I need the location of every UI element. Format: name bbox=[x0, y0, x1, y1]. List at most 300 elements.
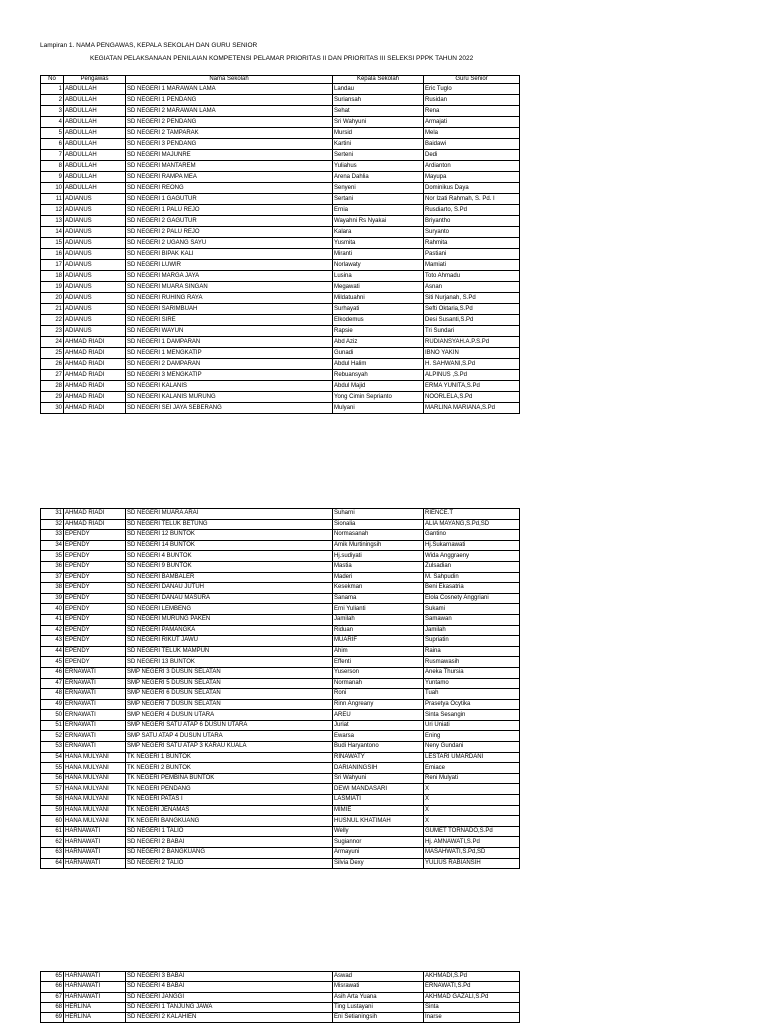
cell-guru-senior: Pastiani bbox=[424, 249, 520, 260]
cell-nama-sekolah: SD NEGERI DANAU MASURA bbox=[126, 593, 333, 604]
cell-no: 48 bbox=[41, 689, 64, 700]
cell-nama-sekolah: SD NEGERI MARGA JAYA bbox=[126, 271, 333, 282]
cell-no: 31 bbox=[41, 509, 64, 520]
table-row bbox=[41, 848, 520, 859]
cell-no: 25 bbox=[41, 348, 64, 359]
cell-kepala-sekolah: Erni Yulianti bbox=[333, 604, 424, 615]
cell-nama-sekolah: SD NEGERI BAMBALER bbox=[126, 572, 333, 583]
cell-nama-sekolah: SD NEGERI 1 PALU REJO bbox=[126, 205, 333, 216]
cell-pengawas: HARNAWATI bbox=[64, 858, 126, 869]
table-row bbox=[41, 752, 520, 763]
cell-no: 39 bbox=[41, 593, 64, 604]
cell-guru-senior: Raina bbox=[424, 646, 520, 657]
table-row bbox=[41, 678, 520, 689]
cell-kepala-sekolah: Rapsie bbox=[333, 326, 424, 337]
cell-kepala-sekolah: Normasanah bbox=[333, 530, 424, 541]
cell-kepala-sekolah: Ewarsa bbox=[333, 731, 424, 742]
column-header-guru-senior: Guru Senior bbox=[424, 76, 520, 84]
table-row bbox=[41, 117, 520, 128]
cell-guru-senior: Baidawi bbox=[424, 139, 520, 150]
cell-kepala-sekolah: DEWI MANDASARI bbox=[333, 784, 424, 795]
cell-guru-senior: MASAHWATI,S.Pd,SD bbox=[424, 848, 520, 859]
cell-guru-senior: AKHMADI,S.Pd bbox=[424, 972, 520, 982]
cell-no: 20 bbox=[41, 293, 64, 304]
cell-pengawas: AHMAD RIADI bbox=[64, 337, 126, 348]
cell-pengawas: HARNAWATI bbox=[64, 848, 126, 859]
cell-pengawas: HARNAWATI bbox=[64, 826, 126, 837]
cell-nama-sekolah: SD NEGERI PAMANGKA bbox=[126, 625, 333, 636]
table-row bbox=[41, 720, 520, 731]
cell-kepala-sekolah: Gunadi bbox=[333, 348, 424, 359]
cell-pengawas: ADIANUS bbox=[64, 282, 126, 293]
cell-no: 51 bbox=[41, 720, 64, 731]
cell-guru-senior: Elola Cosnety Anggriani bbox=[424, 593, 520, 604]
cell-kepala-sekolah: Suriansah bbox=[333, 95, 424, 106]
cell-no: 69 bbox=[41, 1013, 64, 1023]
cell-kepala-sekolah: DARIANINGSIH bbox=[333, 763, 424, 774]
cell-guru-senior: Sinta bbox=[424, 1002, 520, 1012]
cell-kepala-sekolah: Sanama bbox=[333, 593, 424, 604]
table-row bbox=[41, 216, 520, 227]
cell-kepala-sekolah: Abdul Halim bbox=[333, 359, 424, 370]
cell-pengawas: HANA MULYANI bbox=[64, 795, 126, 806]
cell-kepala-sekolah: Maderi bbox=[333, 572, 424, 583]
cell-kepala-sekolah: Kesekman bbox=[333, 583, 424, 594]
cell-guru-senior: Rusdiarto, S.Pd bbox=[424, 205, 520, 216]
cell-guru-senior: Rusmawasih bbox=[424, 657, 520, 668]
table-row bbox=[41, 816, 520, 827]
table-row bbox=[41, 150, 520, 161]
table-row bbox=[41, 249, 520, 260]
cell-nama-sekolah: SMP NEGERI 3 DUSUN SELATAN bbox=[126, 667, 333, 678]
cell-kepala-sekolah: Norlawaty bbox=[333, 260, 424, 271]
cell-nama-sekolah: SD NEGERI 2 KALAHIEN bbox=[126, 1013, 333, 1023]
cell-kepala-sekolah: Surhayati bbox=[333, 304, 424, 315]
column-header-no: No bbox=[41, 76, 64, 84]
cell-pengawas: HANA MULYANI bbox=[64, 752, 126, 763]
cell-pengawas: HANA MULYANI bbox=[64, 773, 126, 784]
column-header-kepala-sekolah: Kepala Sekolah bbox=[333, 76, 424, 84]
cell-guru-senior: Rahmita bbox=[424, 238, 520, 249]
cell-pengawas: EPENDY bbox=[64, 572, 126, 583]
cell-no: 46 bbox=[41, 667, 64, 678]
cell-kepala-sekolah: Welly bbox=[333, 826, 424, 837]
cell-guru-senior: Gantino bbox=[424, 530, 520, 541]
cell-guru-senior: Asnan bbox=[424, 282, 520, 293]
table-row bbox=[41, 337, 520, 348]
cell-kepala-sekolah: Hj.sudiyati bbox=[333, 551, 424, 562]
cell-pengawas: ABDULLAH bbox=[64, 128, 126, 139]
cell-guru-senior: Dominikus Daya bbox=[424, 183, 520, 194]
cell-guru-senior: Armajati bbox=[424, 117, 520, 128]
cell-pengawas: AHMAD RIADI bbox=[64, 509, 126, 520]
cell-kepala-sekolah: MIMIE bbox=[333, 805, 424, 816]
cell-no: 36 bbox=[41, 561, 64, 572]
cell-guru-senior: LESTARI UMARDANI bbox=[424, 752, 520, 763]
cell-kepala-sekolah: Rebuansyah bbox=[333, 370, 424, 381]
cell-pengawas: EPENDY bbox=[64, 551, 126, 562]
table-row bbox=[41, 540, 520, 551]
cell-kepala-sekolah: Ernia bbox=[333, 205, 424, 216]
cell-kepala-sekolah: Arena Dahlia bbox=[333, 172, 424, 183]
cell-nama-sekolah: SD NEGERI MURUNG PAKEN bbox=[126, 614, 333, 625]
cell-nama-sekolah: SD NEGERI 3 PENDANG bbox=[126, 139, 333, 150]
cell-nama-sekolah: SMP NEGERI 7 DUSUN SELATAN bbox=[126, 699, 333, 710]
cell-pengawas: HARNAWATI bbox=[64, 992, 126, 1002]
cell-nama-sekolah: SD NEGERI DANAU JUTUH bbox=[126, 583, 333, 594]
cell-kepala-sekolah: Juriat bbox=[333, 720, 424, 731]
cell-guru-senior: GUMET TORNADO,S.Pd bbox=[424, 826, 520, 837]
table-row bbox=[41, 837, 520, 848]
cell-kepala-sekolah: Senyeni bbox=[333, 183, 424, 194]
table-row bbox=[41, 194, 520, 205]
cell-pengawas: ADIANUS bbox=[64, 194, 126, 205]
table-row bbox=[41, 1002, 520, 1012]
cell-no: 14 bbox=[41, 227, 64, 238]
cell-no: 38 bbox=[41, 583, 64, 594]
cell-pengawas: ERNAWATI bbox=[64, 678, 126, 689]
cell-pengawas: ABDULLAH bbox=[64, 95, 126, 106]
cell-pengawas: ERNAWATI bbox=[64, 689, 126, 700]
table-row bbox=[41, 699, 520, 710]
cell-no: 21 bbox=[41, 304, 64, 315]
table-row bbox=[41, 293, 520, 304]
cell-guru-senior: Briyantho bbox=[424, 216, 520, 227]
cell-no: 22 bbox=[41, 315, 64, 326]
cell-guru-senior: Siti Nurjanah, S.Pd bbox=[424, 293, 520, 304]
cell-no: 59 bbox=[41, 805, 64, 816]
cell-pengawas: ADIANUS bbox=[64, 271, 126, 282]
table-row bbox=[41, 982, 520, 992]
cell-pengawas: ABDULLAH bbox=[64, 117, 126, 128]
cell-nama-sekolah: TK NEGERI JENAMAS bbox=[126, 805, 333, 816]
cell-nama-sekolah: SD NEGERI 9 BUNTOK bbox=[126, 561, 333, 572]
cell-nama-sekolah: SD NEGERI 2 BABAI bbox=[126, 837, 333, 848]
cell-kepala-sekolah: Normanah bbox=[333, 678, 424, 689]
cell-guru-senior: Suryanto bbox=[424, 227, 520, 238]
cell-no: 19 bbox=[41, 282, 64, 293]
cell-pengawas: ADIANUS bbox=[64, 216, 126, 227]
cell-kepala-sekolah: Riduan bbox=[333, 625, 424, 636]
cell-nama-sekolah: SD NEGERI KALANIS MURUNG bbox=[126, 392, 333, 403]
cell-nama-sekolah: SD NEGERI MUARA ARAI bbox=[126, 509, 333, 520]
cell-no: 34 bbox=[41, 540, 64, 551]
cell-pengawas: EPENDY bbox=[64, 583, 126, 594]
table-row bbox=[41, 95, 520, 106]
cell-pengawas: AHMAD RIADI bbox=[64, 370, 126, 381]
cell-no: 54 bbox=[41, 752, 64, 763]
table-row bbox=[41, 604, 520, 615]
cell-kepala-sekolah: Sugiannor bbox=[333, 837, 424, 848]
cell-no: 63 bbox=[41, 848, 64, 859]
cell-no: 6 bbox=[41, 139, 64, 150]
cell-guru-senior: Sefti Oktaria,S.Pd bbox=[424, 304, 520, 315]
cell-guru-senior: Ardianton bbox=[424, 161, 520, 172]
cell-nama-sekolah: SD NEGERI 2 UGANG SAYU bbox=[126, 238, 333, 249]
cell-nama-sekolah: SD NEGERI 3 BABAI bbox=[126, 972, 333, 982]
cell-no: 8 bbox=[41, 161, 64, 172]
cell-guru-senior: IBNO YAKIN bbox=[424, 348, 520, 359]
cell-pengawas: ADIANUS bbox=[64, 205, 126, 216]
cell-no: 45 bbox=[41, 657, 64, 668]
cell-guru-senior: Tri Sundari bbox=[424, 326, 520, 337]
cell-nama-sekolah: SD NEGERI SIRE bbox=[126, 315, 333, 326]
table-row bbox=[41, 805, 520, 816]
cell-guru-senior: NOORLELA,S.Pd bbox=[424, 392, 520, 403]
cell-pengawas: ERNAWATI bbox=[64, 731, 126, 742]
cell-no: 67 bbox=[41, 992, 64, 1002]
cell-kepala-sekolah: Sionalia bbox=[333, 519, 424, 530]
table-row bbox=[41, 392, 520, 403]
cell-guru-senior: Desi Susanti,S.Pd bbox=[424, 315, 520, 326]
cell-no: 49 bbox=[41, 699, 64, 710]
cell-nama-sekolah: SD NEGERI 2 MARAWAN LAMA bbox=[126, 106, 333, 117]
cell-no: 13 bbox=[41, 216, 64, 227]
cell-guru-senior: ALIA MAYANG,S.Pd,SD bbox=[424, 519, 520, 530]
cell-guru-senior: Dedi bbox=[424, 150, 520, 161]
cell-guru-senior: RUDIANSYAH.A.P.S.Pd bbox=[424, 337, 520, 348]
table-row bbox=[41, 326, 520, 337]
cell-no: 61 bbox=[41, 826, 64, 837]
cell-guru-senior: Beni Ekasatria bbox=[424, 583, 520, 594]
cell-kepala-sekolah: HUSNUL KHATIMAH bbox=[333, 816, 424, 827]
cell-pengawas: HANA MULYANI bbox=[64, 784, 126, 795]
cell-pengawas: EPENDY bbox=[64, 636, 126, 647]
cell-nama-sekolah: SD NEGERI MANTAREM bbox=[126, 161, 333, 172]
cell-nama-sekolah: SD NEGERI 2 BANGKUANG bbox=[126, 848, 333, 859]
cell-guru-senior: Rusidan bbox=[424, 95, 520, 106]
table-row bbox=[41, 227, 520, 238]
cell-nama-sekolah: TK NEGERI PATAS I bbox=[126, 795, 333, 806]
cell-nama-sekolah: SD NEGERI 2 TALIO bbox=[126, 858, 333, 869]
cell-nama-sekolah: SD NEGERI MAJUNRE bbox=[126, 150, 333, 161]
cell-nama-sekolah: SD NEGERI 3 MENGKATIP bbox=[126, 370, 333, 381]
cell-kepala-sekolah: Miranti bbox=[333, 249, 424, 260]
document-title: Lampiran 1. NAMA PENGAWAS, KEPALA SEKOLAH DAN GURU SENIOR bbox=[40, 42, 258, 49]
cell-nama-sekolah: SMP NEGERI 4 DUSUN UTARA bbox=[126, 710, 333, 721]
cell-pengawas: AHMAD RIADI bbox=[64, 359, 126, 370]
cell-no: 65 bbox=[41, 972, 64, 982]
cell-nama-sekolah: TK NEGERI 1 BUNTOK bbox=[126, 752, 333, 763]
cell-kepala-sekolah: Aswad bbox=[333, 972, 424, 982]
cell-nama-sekolah: SD NEGERI 2 PALU REJO bbox=[126, 227, 333, 238]
table-row bbox=[41, 238, 520, 249]
table-row bbox=[41, 304, 520, 315]
cell-kepala-sekolah: Yuserson bbox=[333, 667, 424, 678]
cell-nama-sekolah: SD NEGERI TELUK MAMPUN bbox=[126, 646, 333, 657]
cell-no: 44 bbox=[41, 646, 64, 657]
cell-guru-senior: Eric Tuglo bbox=[424, 84, 520, 95]
cell-no: 68 bbox=[41, 1002, 64, 1012]
cell-nama-sekolah: SD NEGERI 1 TALIO bbox=[126, 826, 333, 837]
cell-no: 9 bbox=[41, 172, 64, 183]
cell-kepala-sekolah: LASMIATI bbox=[333, 795, 424, 806]
cell-pengawas: EPENDY bbox=[64, 604, 126, 615]
table-row bbox=[41, 710, 520, 721]
cell-pengawas: HARNAWATI bbox=[64, 972, 126, 982]
table-row bbox=[41, 282, 520, 293]
table-row bbox=[41, 992, 520, 1002]
cell-guru-senior: Toto Ahmadu bbox=[424, 271, 520, 282]
cell-nama-sekolah: SD NEGERI 2 PENDANG bbox=[126, 117, 333, 128]
cell-pengawas: ABDULLAH bbox=[64, 183, 126, 194]
cell-nama-sekolah: SD NEGERI JANGGI bbox=[126, 992, 333, 1002]
cell-no: 33 bbox=[41, 530, 64, 541]
cell-guru-senior: Prasetya Ocytika bbox=[424, 699, 520, 710]
cell-pengawas: ABDULLAH bbox=[64, 139, 126, 150]
cell-pengawas: ADIANUS bbox=[64, 293, 126, 304]
cell-nama-sekolah: SD NEGERI TELUK BETUNG bbox=[126, 519, 333, 530]
cell-no: 17 bbox=[41, 260, 64, 271]
cell-guru-senior: Emiace bbox=[424, 763, 520, 774]
cell-pengawas: ADIANUS bbox=[64, 315, 126, 326]
cell-kepala-sekolah: Suharni bbox=[333, 509, 424, 520]
table-page-2 bbox=[40, 508, 520, 869]
cell-pengawas: HANA MULYANI bbox=[64, 805, 126, 816]
table-row bbox=[41, 161, 520, 172]
cell-nama-sekolah: SD NEGERI WAYUN bbox=[126, 326, 333, 337]
cell-no: 37 bbox=[41, 572, 64, 583]
cell-pengawas: ADIANUS bbox=[64, 227, 126, 238]
cell-no: 32 bbox=[41, 519, 64, 530]
cell-nama-sekolah: SD NEGERI 13 BUNTOK bbox=[126, 657, 333, 668]
cell-guru-senior: Neny Gundani bbox=[424, 742, 520, 753]
table-page-1 bbox=[40, 75, 520, 414]
cell-kepala-sekolah: Budi Haryantono bbox=[333, 742, 424, 753]
cell-kepala-sekolah: Kalara bbox=[333, 227, 424, 238]
table-row bbox=[41, 205, 520, 216]
cell-guru-senior: Aneka Thursia bbox=[424, 667, 520, 678]
table-row bbox=[41, 315, 520, 326]
cell-nama-sekolah: SD NEGERI 2 TAMPARAK bbox=[126, 128, 333, 139]
table-row bbox=[41, 689, 520, 700]
cell-nama-sekolah: SMP NEGERI SATU ATAP 6 DUSUN UTARA bbox=[126, 720, 333, 731]
cell-no: 62 bbox=[41, 837, 64, 848]
cell-pengawas: ERNAWATI bbox=[64, 742, 126, 753]
table-row bbox=[41, 128, 520, 139]
cell-pengawas: ERNAWATI bbox=[64, 710, 126, 721]
cell-kepala-sekolah: Serteni bbox=[333, 150, 424, 161]
table-row bbox=[41, 784, 520, 795]
cell-guru-senior: Hj. AMNAWATI,S.Pd bbox=[424, 837, 520, 848]
cell-guru-senior: Hj.Sukarnawati bbox=[424, 540, 520, 551]
cell-guru-senior: X bbox=[424, 805, 520, 816]
table-row bbox=[41, 403, 520, 414]
table-row bbox=[41, 795, 520, 806]
cell-guru-senior: ALPINUS ,S.Pd bbox=[424, 370, 520, 381]
cell-kepala-sekolah: Eni Setianingsih bbox=[333, 1013, 424, 1023]
cell-nama-sekolah: SD NEGERI 2 DAMPARAN bbox=[126, 359, 333, 370]
cell-no: 12 bbox=[41, 205, 64, 216]
cell-pengawas: ERNAWATI bbox=[64, 720, 126, 731]
cell-nama-sekolah: SD NEGERI 2 GAGUTUR bbox=[126, 216, 333, 227]
cell-kepala-sekolah: Wayahni Rs Nyakai bbox=[333, 216, 424, 227]
cell-no: 60 bbox=[41, 816, 64, 827]
cell-pengawas: AHMAD RIADI bbox=[64, 403, 126, 414]
cell-kepala-sekolah: Abdul Majid bbox=[333, 381, 424, 392]
cell-nama-sekolah: SD NEGERI 4 BABAI bbox=[126, 982, 333, 992]
cell-no: 52 bbox=[41, 731, 64, 742]
cell-guru-senior: X bbox=[424, 795, 520, 806]
cell-no: 16 bbox=[41, 249, 64, 260]
table-row bbox=[41, 858, 520, 869]
cell-pengawas: ABDULLAH bbox=[64, 106, 126, 117]
cell-guru-senior: M. Sahpudin bbox=[424, 572, 520, 583]
cell-pengawas: AHMAD RIADI bbox=[64, 381, 126, 392]
table-row bbox=[41, 359, 520, 370]
cell-no: 56 bbox=[41, 773, 64, 784]
cell-no: 15 bbox=[41, 238, 64, 249]
cell-no: 7 bbox=[41, 150, 64, 161]
cell-pengawas: HARNAWATI bbox=[64, 982, 126, 992]
cell-guru-senior: Samawan bbox=[424, 614, 520, 625]
cell-nama-sekolah: SD NEGERI RUHING RAYA bbox=[126, 293, 333, 304]
table-row bbox=[41, 583, 520, 594]
cell-no: 23 bbox=[41, 326, 64, 337]
cell-nama-sekolah: SMP SATU ATAP 4 DUSUN UTARA bbox=[126, 731, 333, 742]
table-row bbox=[41, 530, 520, 541]
cell-nama-sekolah: SD NEGERI RAMPA MEA bbox=[126, 172, 333, 183]
cell-pengawas: AHMAD RIADI bbox=[64, 348, 126, 359]
cell-guru-senior: Tuah bbox=[424, 689, 520, 700]
cell-guru-senior: Uri Uniati bbox=[424, 720, 520, 731]
cell-no: 29 bbox=[41, 392, 64, 403]
cell-nama-sekolah: SMP NEGERI SATU ATAP 3 KARAU KUALA bbox=[126, 742, 333, 753]
cell-no: 27 bbox=[41, 370, 64, 381]
cell-nama-sekolah: SD NEGERI 1 MENGKATIP bbox=[126, 348, 333, 359]
cell-pengawas: ADIANUS bbox=[64, 249, 126, 260]
cell-kepala-sekolah: Asih Arta Yuana bbox=[333, 992, 424, 1002]
cell-pengawas: EPENDY bbox=[64, 530, 126, 541]
cell-kepala-sekolah: Mastia bbox=[333, 561, 424, 572]
cell-guru-senior: Sukami bbox=[424, 604, 520, 615]
cell-kepala-sekolah: Sehat bbox=[333, 106, 424, 117]
cell-nama-sekolah: SD NEGERI KALANIS bbox=[126, 381, 333, 392]
cell-nama-sekolah: SD NEGERI LEMBENG bbox=[126, 604, 333, 615]
cell-pengawas: EPENDY bbox=[64, 540, 126, 551]
cell-no: 43 bbox=[41, 636, 64, 647]
cell-nama-sekolah: SMP NEGERI 5 DUSUN SELATAN bbox=[126, 678, 333, 689]
cell-no: 66 bbox=[41, 982, 64, 992]
cell-no: 55 bbox=[41, 763, 64, 774]
cell-nama-sekolah: SD NEGERI 1 GAGUTUR bbox=[126, 194, 333, 205]
cell-kepala-sekolah: Armayuni bbox=[333, 848, 424, 859]
cell-pengawas: AHMAD RIADI bbox=[64, 519, 126, 530]
cell-pengawas: ADIANUS bbox=[64, 326, 126, 337]
table-row bbox=[41, 731, 520, 742]
cell-kepala-sekolah: Misrawati bbox=[333, 982, 424, 992]
table-row bbox=[41, 773, 520, 784]
cell-pengawas: EPENDY bbox=[64, 593, 126, 604]
cell-kepala-sekolah: Kartini bbox=[333, 139, 424, 150]
cell-kepala-sekolah: Rinn Angreany bbox=[333, 699, 424, 710]
cell-kepala-sekolah: AREU bbox=[333, 710, 424, 721]
cell-no: 58 bbox=[41, 795, 64, 806]
cell-kepala-sekolah: Silvia Dexy bbox=[333, 858, 424, 869]
cell-kepala-sekolah: Yuliahus bbox=[333, 161, 424, 172]
cell-kepala-sekolah: Effenti bbox=[333, 657, 424, 668]
cell-guru-senior: Ening bbox=[424, 731, 520, 742]
table-header-row bbox=[41, 76, 520, 84]
cell-pengawas: ABDULLAH bbox=[64, 161, 126, 172]
cell-pengawas: ADIANUS bbox=[64, 260, 126, 271]
table-row bbox=[41, 826, 520, 837]
cell-no: 41 bbox=[41, 614, 64, 625]
cell-no: 40 bbox=[41, 604, 64, 615]
cell-kepala-sekolah: Sertani bbox=[333, 194, 424, 205]
cell-kepala-sekolah: Sri Wahyuni bbox=[333, 773, 424, 784]
cell-nama-sekolah: SD NEGERI BIPAK KALI bbox=[126, 249, 333, 260]
